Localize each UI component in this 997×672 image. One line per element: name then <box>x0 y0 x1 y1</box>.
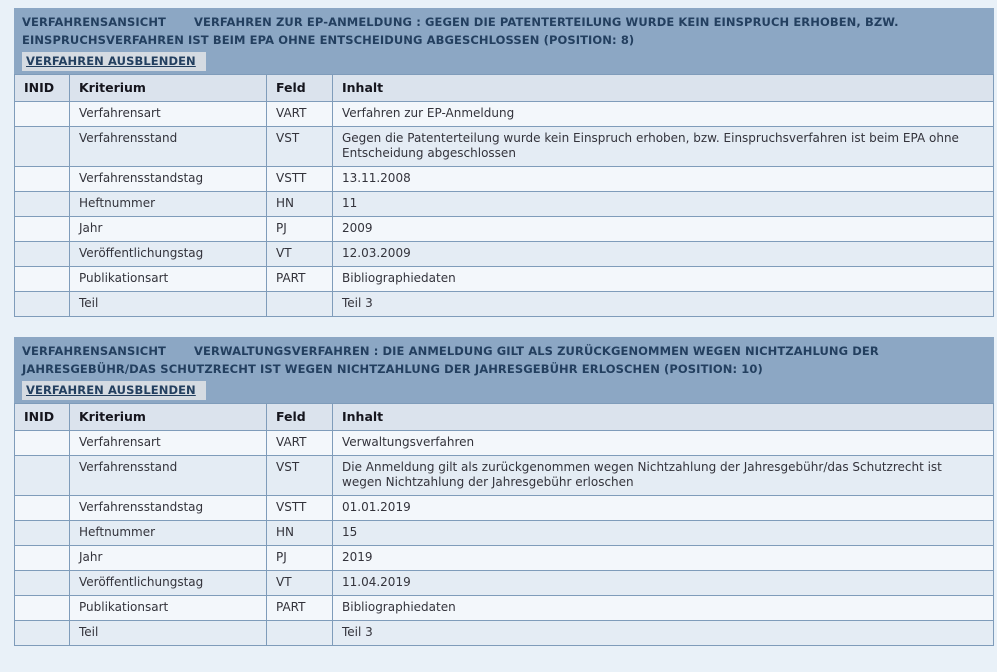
cell-feld: PJ <box>267 546 333 571</box>
table-row <box>15 571 994 596</box>
cell-inid <box>15 596 70 621</box>
section-title-text: VERFAHREN ZUR EP-ANMELDUNG : GEGEN DIE PATENTERTEILUNG WURDE KEIN EINSPRUCH ERHOBEN, BZW. EINSPRUCHSVERFAHREN IST BEIM EPA OHNE ENTSCHEIDUNG ABGESCHLOSSEN (POSITION: 8) <box>22 15 899 47</box>
cell-kriterium: Heftnummer <box>70 192 267 217</box>
cell-inhalt: Verfahren zur EP-Anmeldung <box>333 102 994 127</box>
table-row <box>15 521 994 546</box>
cell-feld: HN <box>267 521 333 546</box>
table-body <box>15 431 994 646</box>
table-row <box>15 242 994 267</box>
cell-feld: VST <box>267 127 333 167</box>
table-row <box>15 596 994 621</box>
cell-kriterium: Jahr <box>70 546 267 571</box>
cell-inhalt: Die Anmeldung gilt als zurückgenommen wegen Nichtzahlung der Jahresgebühr/das Schutzrecht ist wegen Nichtzahlung der Jahresgebühr erloschen <box>333 456 994 496</box>
section-banner <box>14 8 994 74</box>
cell-feld: VART <box>267 102 333 127</box>
cell-inhalt: 15 <box>333 521 994 546</box>
cell-inid <box>15 267 70 292</box>
cell-inid <box>15 192 70 217</box>
table-row <box>15 102 994 127</box>
cell-feld: PART <box>267 596 333 621</box>
cell-inid <box>15 571 70 596</box>
section-title-label: VERFAHRENSANSICHT <box>22 15 166 29</box>
cell-feld <box>267 292 333 317</box>
cell-kriterium: Verfahrensart <box>70 431 267 456</box>
cell-inid <box>15 292 70 317</box>
cell-kriterium: Teil <box>70 292 267 317</box>
cell-inhalt: Bibliographiedaten <box>333 267 994 292</box>
cell-inid <box>15 546 70 571</box>
table-row <box>15 496 994 521</box>
table-header-row <box>15 75 994 102</box>
cell-kriterium: Verfahrensstand <box>70 456 267 496</box>
section-title <box>22 13 985 49</box>
cell-inid <box>15 431 70 456</box>
table-header-row <box>15 404 994 431</box>
cell-inhalt: 01.01.2019 <box>333 496 994 521</box>
cell-inid <box>15 127 70 167</box>
cell-feld: VSTT <box>267 496 333 521</box>
column-header-feld: Feld <box>267 404 333 431</box>
section-title-text: VERWALTUNGSVERFAHREN : DIE ANMELDUNG GILT ALS ZURÜCKGENOMMEN WEGEN NICHTZAHLUNG DER JAHRESGEBÜHR/DAS SCHUTZRECHT IST WEGEN NICHTZAHLUNG DER JAHRESGEBÜHR ERLOSCHEN (POSITION: 10) <box>22 344 879 376</box>
table-body <box>15 102 994 317</box>
cell-inhalt: Teil 3 <box>333 621 994 646</box>
cell-inid <box>15 242 70 267</box>
cell-inhalt: 11.04.2019 <box>333 571 994 596</box>
cell-feld: PART <box>267 267 333 292</box>
cell-inid <box>15 496 70 521</box>
cell-feld: VT <box>267 242 333 267</box>
cell-inid <box>15 167 70 192</box>
cell-kriterium: Heftnummer <box>70 521 267 546</box>
cell-inhalt: 2009 <box>333 217 994 242</box>
cell-feld: VART <box>267 431 333 456</box>
column-header-inid: INID <box>15 75 70 102</box>
verfahren-sections <box>14 8 994 646</box>
cell-inhalt: Teil 3 <box>333 292 994 317</box>
cell-inid <box>15 521 70 546</box>
cell-kriterium: Jahr <box>70 217 267 242</box>
cell-kriterium: Verfahrensstand <box>70 127 267 167</box>
cell-inid <box>15 456 70 496</box>
column-header-feld: Feld <box>267 75 333 102</box>
cell-inid <box>15 217 70 242</box>
table-row <box>15 546 994 571</box>
cell-inid <box>15 102 70 127</box>
cell-kriterium: Verfahrensstandstag <box>70 496 267 521</box>
cell-feld: VSTT <box>267 167 333 192</box>
table-row <box>15 217 994 242</box>
cell-feld: VST <box>267 456 333 496</box>
cell-feld: PJ <box>267 217 333 242</box>
column-header-inid: INID <box>15 404 70 431</box>
cell-kriterium: Veröffentlichungstag <box>70 242 267 267</box>
table-row <box>15 431 994 456</box>
cell-inhalt: Gegen die Patenterteilung wurde kein Einspruch erhoben, bzw. Einspruchsverfahren ist beim EPA ohne Entscheidung abgeschlossen <box>333 127 994 167</box>
section-title-label: VERFAHRENSANSICHT <box>22 344 166 358</box>
cell-kriterium: Verfahrensart <box>70 102 267 127</box>
table-row <box>15 292 994 317</box>
column-header-inhalt: Inhalt <box>333 404 994 431</box>
cell-kriterium: Veröffentlichungstag <box>70 571 267 596</box>
cell-inhalt: Verwaltungsverfahren <box>333 431 994 456</box>
verfahren-table <box>14 74 994 317</box>
column-header-inhalt: Inhalt <box>333 75 994 102</box>
cell-inhalt: Bibliographiedaten <box>333 596 994 621</box>
cell-feld: VT <box>267 571 333 596</box>
cell-feld <box>267 621 333 646</box>
table-row <box>15 267 994 292</box>
cell-inhalt: 2019 <box>333 546 994 571</box>
column-header-kriterium: Kriterium <box>70 404 267 431</box>
table-row <box>15 192 994 217</box>
cell-kriterium: Verfahrensstandstag <box>70 167 267 192</box>
cell-kriterium: Teil <box>70 621 267 646</box>
table-row <box>15 456 994 496</box>
section-banner <box>14 337 994 403</box>
verfahren-section <box>14 337 994 646</box>
column-header-kriterium: Kriterium <box>70 75 267 102</box>
verfahren-ausblenden-link[interactable]: VERFAHREN AUSBLENDEN <box>22 52 206 71</box>
cell-inhalt: 13.11.2008 <box>333 167 994 192</box>
verfahren-section <box>14 8 994 317</box>
table-row <box>15 167 994 192</box>
cell-inhalt: 12.03.2009 <box>333 242 994 267</box>
table-row <box>15 621 994 646</box>
cell-kriterium: Publikationsart <box>70 267 267 292</box>
cell-inid <box>15 621 70 646</box>
cell-feld: HN <box>267 192 333 217</box>
cell-kriterium: Publikationsart <box>70 596 267 621</box>
section-title <box>22 342 985 378</box>
verfahren-ausblenden-link[interactable]: VERFAHREN AUSBLENDEN <box>22 381 206 400</box>
cell-inhalt: 11 <box>333 192 994 217</box>
verfahren-table <box>14 403 994 646</box>
table-row <box>15 127 994 167</box>
